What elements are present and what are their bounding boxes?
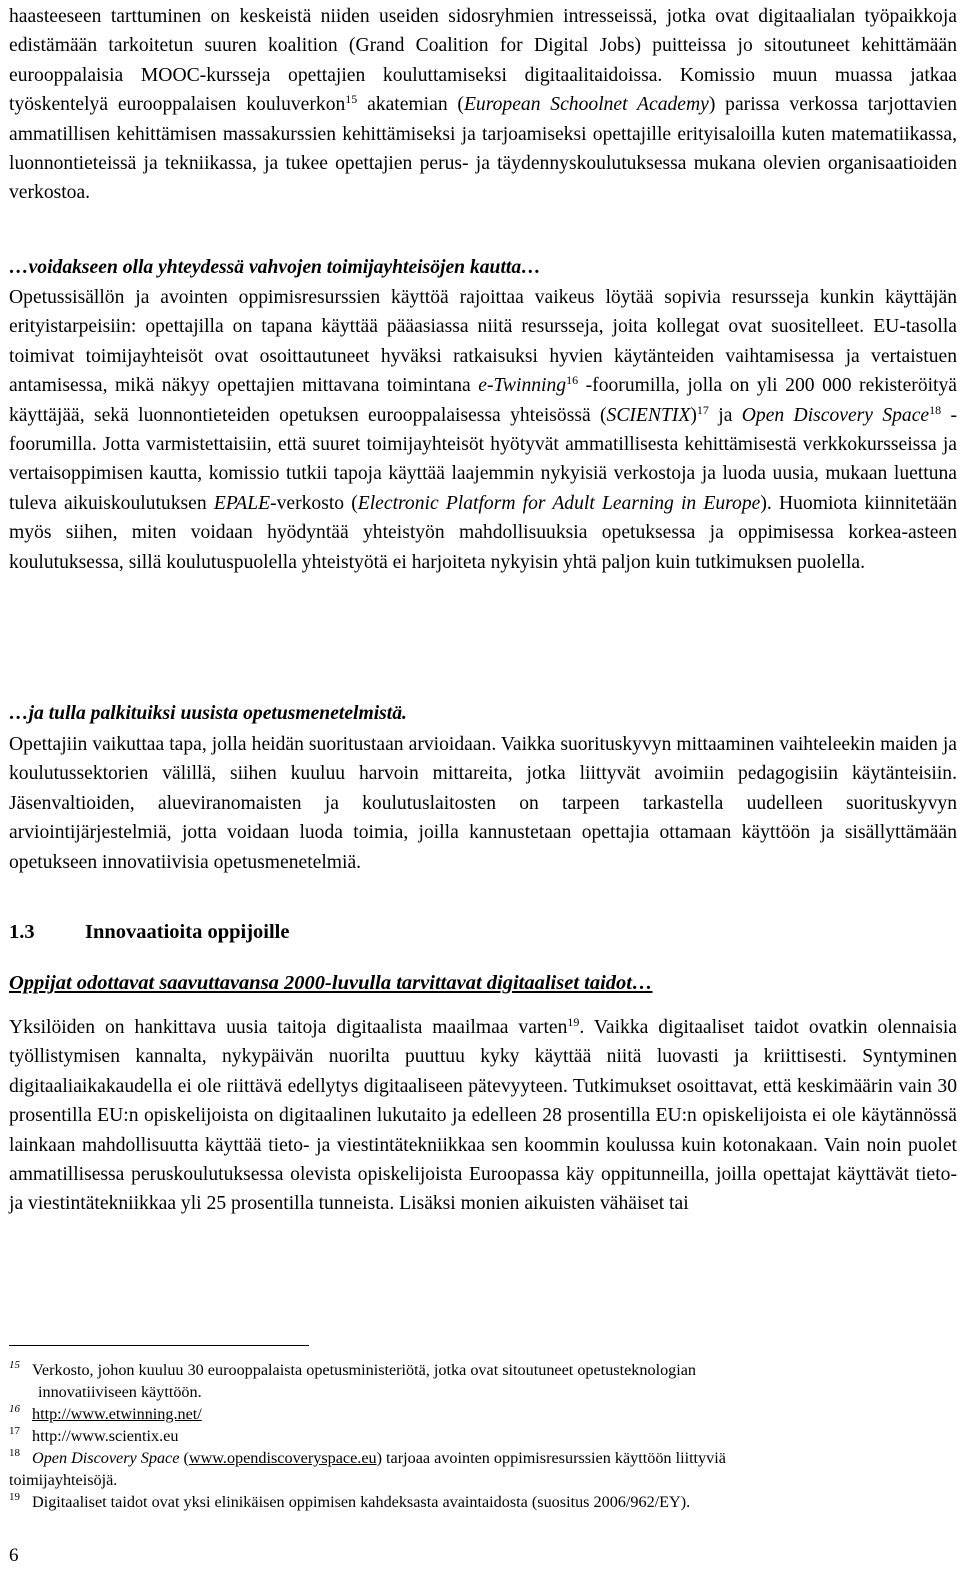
footnote-separator [9,1345,309,1346]
footnote-15: 15 Verkosto, johon kuuluu 30 eurooppalaista opetusministeriötä, jotka ovat sitoutuneet opetusteknologian innovatiiviseen käyttöön. [9,1359,697,1401]
page-number: 6 [9,1545,19,1566]
section-title: Innovaatioita oppijoille [85,921,290,943]
footnote-18: 18 Open Discovery Space (www.opendiscoveryspace.eu) tarjoaa avointen oppimisresurssien käyttöön liittyviä toimijayhteisöjä. [9,1447,726,1489]
footnote-16: 16 http://www.etwinning.net/ [9,1403,202,1423]
footnote-17: 17 http://www.scientix.eu [9,1425,179,1445]
footnote-ref-15[interactable]: 15 [345,92,358,107]
paragraph-assessment: Opettajiin vaikuttaa tapa, jolla heidän suoritustaan arvioidaan. Vaikka suorituskyvyn mittaaminen vaihteleekin maiden ja koulutussektorien välillä, siihen kuuluu harvoin mittareita, jotka liittyvät avoimiin pedagogisiin käytänteisiin. Jäsenvaltioiden, alueviranomaisten ja koulutuslaitosten on tarpeen tarkastella uudelleen suorituskyvyn arviointijärjestelmiä, jotta voidaan luoda toimia, joilla kannustetaan opettajia ottamaan käyttöön ja sisällyttämään opetukseen innovatiivisia opetusmenetelmiä. [9,734,957,873]
section-heading [9,918,289,947]
subheading-rewarded: …ja tulla palkituiksi uusista opetusmenetelmistä. [9,703,407,724]
footnote-ref-17[interactable]: 17 [696,402,709,417]
footnote-ref-18[interactable]: 18 [929,402,942,417]
paragraph-communities: Opetussisällön ja avointen oppimisresurssien käyttöä rajoittaa vaikeus löytää sopivia resursseja kunkin käyttäjän erityistarpeisiin: opettajilla on tapana käyttää pääasiassa niitä resursseja, joita kollegat ovat suositelleet. EU-tasolla toimivat toimijayhteisöt ovat osoittautuneet hyväksi ratkaisuksi hyvien käytänteiden vaihtamisessa ja vertaistuen antamisessa, mikä näkyy opettajien mittavana toimintana e-Twinning$^{16}$ -foorumilla, jolla on yli 200 000 rekisteröityä käyttäjää, sekä luonnontieteiden opetuksen eurooppalaisessa yhteisössä (SCIENTIX)$^{17}$ ja Open Discovery Space$^{18}$ -foorumilla. Jotta varmistettaisiin, että suuret toimijayhteisöt hyötyvät ammatillisesta kehittämisestä verkkokursseissa ja vertaisoppimisen kautta, komissio tutkii tapoja käyttää laajemmin nykyisiä verkostoja ja luoda uusia, mukaan luettuna tuleva aikuiskoulutuksen EPALE-verkosto (Electronic Platform for Adult Learning in Europe). Huomiota kiinnitetään myös siihen, miten voidaan hyödyntää yhteistyön mahdollisuuksia opetuksessa ja oppimisessa korkea-asteen koulutuksessa, sillä koulutuspuolella yhteistyötä ei harjoiteta nykyisin yhtä paljon kuin tutkimuksen puolella. [9,287,958,573]
etwinning-link[interactable]: http://www.etwinning.net/ [32,1405,202,1423]
opendiscoveryspace-link[interactable]: www.opendiscoveryspace.eu [188,1449,377,1467]
subheading-communities: …voidakseen olla yhteydessä vahvojen toimijayhteisöjen kautta… [9,257,541,278]
footnote-19: 19 Digitaaliset taidot ovat yksi elinikäisen oppimisen kahdeksasta avaintaidosta (suositus 2006/962/EY). [9,1491,691,1511]
section-number: 1.3 [9,921,35,943]
footnotes [9,1359,957,1513]
footnote-ref-19[interactable]: 19 [567,1015,580,1029]
paragraph-digital-skills: Yksilöiden on hankittava uusia taitoja digitaalista maailmaa varten$^{19}$. Vaikka digitaaliset taidot ovatkin olennaisia työllistymisen kannalta, nykypäivän nuorilta puuttuu kyky käyttää niitä luovasti ja kriittisesti. Syntyminen digitaaliaikakaudella ei ole riittävä edellytys digitaaliseen pätevyyteen. Tutkimukset osoittavat, että keskimäärin vain 30 prosentilla EU:n opiskelijoista on digitaalinen lukutaito ja edelleen 28 prosentilla EU:n opiskelijoista ei ole käytännössä lainkaan mahdollisuutta käyttää tieto- ja viestintätekniikkaa sen koommin koulussa kuin kotonakaan. Vain noin puolet ammatillisessa peruskoulutuksessa olevista opiskelijoista Euroopassa käy oppitunneilla, joilla opettajat käyttävät tieto- ja viestintätekniikkaa yli 25 prosentilla tunneista. Lisäksi monien aikuisten vähäiset tai [9,1015,957,1215]
paragraph-moocs: haasteeseen tarttuminen on keskeistä niiden useiden sidosryhmien intresseissä, jotka ovat digitaalialan työpaikkoja edistämään tarkoitetun suuren koalition (Grand Coalition for Digital Jobs) puitteissa jo sitoutuneet kehittämään eurooppalaisia MOOC-kursseja opettajien kouluttamiseksi digitaalitaidoissa. Komissio muun muassa jatkaa työskentelyä eurooppalaisen kouluverkon$^{15}$ akatemian (European Schoolnet Academy) parissa verkossa tarjottavien ammatillisen kehittämisen massakurssien kehittämiseksi ja tarjoamiseksi opettajille erityisaloilla kuten matematiikassa, luonnontieteissä ja tekniikassa, ja tukee opettajien perus- ja täydennyskoulutuksessa mukana olevien organisaatioiden verkostoa. [9,6,957,204]
subheading-learners: Oppijat odottavat saavuttavansa 2000-luvulla tarvittavat digitaaliset taidot… [9,972,653,994]
footnote-ref-16[interactable]: 16 [566,373,579,388]
